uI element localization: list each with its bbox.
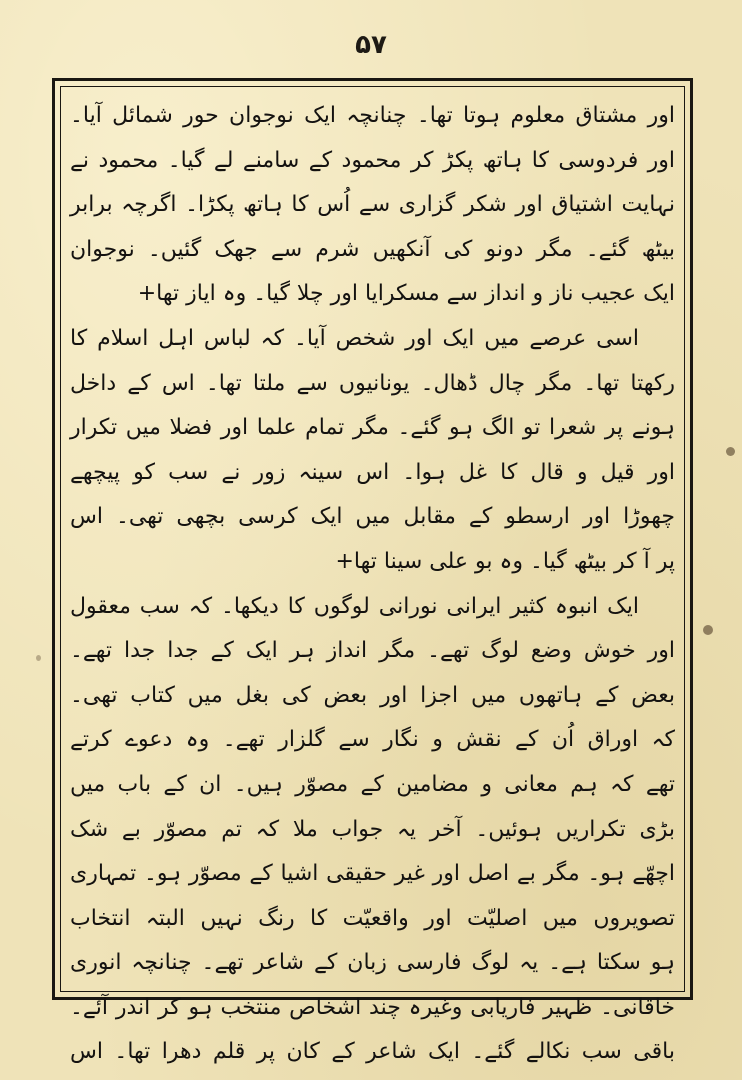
- text-line: بڑی تکراریں ہوئیں۔ آخر یہ جواب ملا کہ تم مصوّر بے شک: [70, 816, 675, 842]
- text-line: تصویروں میں اصلیّت اور واقعیّت کا رنگ نہیں البتہ انتخاب: [70, 905, 675, 931]
- ink-spot: [703, 625, 713, 635]
- ink-spot: [36, 655, 41, 661]
- text-line: اور خوش وضع لوگ تھے۔ مگر انداز ہر ایک کے جدا جدا تھے۔: [70, 638, 675, 664]
- text-line: اسی عرصے میں ایک اور شخص آیا۔ کہ لباس اہل اسلام کا: [70, 325, 639, 351]
- text-line: پر آ کر بیٹھ گیا۔ وہ بو علی سینا تھا+: [335, 548, 675, 574]
- text-line: اور مشتاق معلوم ہوتا تھا۔ چنانچہ ایک نوجوان حور شمائل آیا۔: [70, 103, 675, 128]
- body-text: [66, 94, 679, 1065]
- text-line: اور قیل و قال کا غل ہوا۔ اس سینہ زور نے سب کو پیچھے: [70, 459, 675, 485]
- text-line: اچھّے ہو۔ مگر بے اصل اور غیر حقیقی اشیا کے مصوّر ہو۔ تمہاری: [70, 861, 675, 887]
- page-number: ۵۷: [355, 30, 387, 60]
- text-line: خاقانی۔ ظہیر فاریابی وغیرہ چند اشخاص منتخب ہو کر اندر آئے۔: [70, 994, 675, 1020]
- text-line: کہ اوراق اُن کے نقش و نگار سے گلزار تھے۔ وہ دعوے کرتے: [70, 727, 675, 753]
- text-line: ایک عجیب ناز و انداز سے مسکرایا اور چلا گیا۔ وہ ایاز تھا+: [137, 281, 675, 307]
- text-line: ہونے پر شعرا تو الگ ہو گئے۔ مگر تمام علما اور فضلا میں تکرار: [70, 415, 675, 441]
- text-line: بیٹھ گئے۔ مگر دونو کی آنکھیں شرم سے جھک گئیں۔ نوجوان: [70, 236, 675, 262]
- text-line: چھوڑا اور ارسطو کے مقابل میں ایک کرسی بچھی تھی۔ اس: [70, 504, 675, 530]
- ink-spot: [726, 447, 735, 456]
- text-line: ایک انبوہ کثیر ایرانی نورانی لوگوں کا دیکھا۔ کہ سب معقول: [70, 593, 639, 619]
- text-line: نہایت اشتیاق اور شکر گزاری سے اُس کا ہاتھ پکڑا۔ اگرچہ برابر: [70, 192, 675, 218]
- text-line: ہو سکتا ہے۔ یہ لوگ فارسی زبان کے شاعر تھے۔ چنانچہ انوری: [70, 950, 675, 976]
- text-line: بعض کے ہاتھوں میں اجزا اور بعض کی بغل میں کتاب تھی۔: [70, 682, 675, 708]
- text-line: رکھتا تھا۔ مگر چال ڈھال۔ یونانیوں سے ملتا تھا۔ اس کے داخل: [70, 370, 675, 396]
- text-line: باقی سب نکالے گئے۔ ایک شاعر کے کان پر قلم دھرا تھا۔ اس: [70, 1039, 675, 1065]
- text-line: تھے کہ ہم معانی و مضامین کے مصوّر ہیں۔ ان کے باب میں: [70, 771, 675, 797]
- text-line: اور فردوسی کا ہاتھ پکڑ کر محمود کے سامنے لے گیا۔ محمود نے: [70, 147, 675, 173]
